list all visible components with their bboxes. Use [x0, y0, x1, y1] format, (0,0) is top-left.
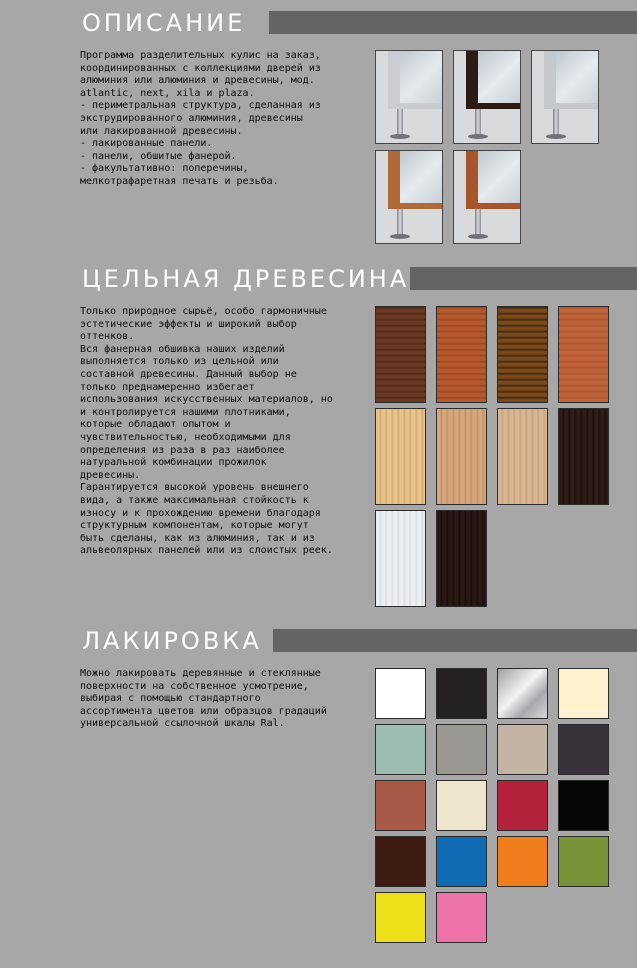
cherry-swatch: [436, 306, 487, 403]
jet-black-swatch: [558, 780, 609, 831]
maple-swatch: [497, 408, 548, 505]
section-title-wood: ЦЕЛЬНАЯ ДРЕВЕСИНА: [82, 265, 410, 293]
sage-swatch: [375, 724, 426, 775]
section-title-lacquer: ЛАКИРОВКА: [82, 627, 262, 655]
blue-swatch: [436, 836, 487, 887]
photo-aluminium-frame-wide: [531, 50, 599, 144]
white-ash-swatch: [375, 510, 426, 607]
teak-swatch: [497, 306, 548, 403]
aubergine-swatch: [558, 724, 609, 775]
photo-cherry-wood-frame: [453, 150, 521, 244]
wood-text: Только природное сырьё, особо гармоничные эстетические эффекты и широкий выбор оттенков. Вся фанерная обшивка наших изделий выполняется только из цельной или составной древесины. Данный выбор не только преднамеренно избегает использования искусственных материалов, но и контролируется нашими плотниками, которые обладают опытом и чувствительностью, необходимыми для определения из раза в раз наиболее натуральной комбинации прожилок древесины. Гарантируется высокой уровень внешнего вида, а также максимальная стойкость к износу и к прохождению времени благодаря структурным компонентам, которые могут быть сделаны, как из алюминия, так и из альвеолярных панелей или из слоистых реек.: [80, 306, 333, 557]
silver-swatch: [497, 668, 548, 719]
wenge-swatch: [558, 408, 609, 505]
grey-swatch: [436, 724, 487, 775]
brown-swatch: [375, 836, 426, 887]
ivory-swatch: [436, 780, 487, 831]
light-oak-swatch: [375, 408, 426, 505]
black-swatch: [436, 668, 487, 719]
photo-lacquered-frame: [375, 150, 443, 244]
section-divider-bar: [269, 11, 637, 34]
section-title-description: ОПИСАНИЕ: [82, 9, 246, 37]
beech-swatch: [436, 408, 487, 505]
section-divider-bar: [410, 267, 637, 290]
crimson-swatch: [497, 780, 548, 831]
walnut-swatch: [375, 306, 426, 403]
white-swatch: [375, 668, 426, 719]
pink-swatch: [436, 892, 487, 943]
orange-swatch: [497, 836, 548, 887]
beige-swatch: [497, 724, 548, 775]
terracotta-swatch: [375, 780, 426, 831]
yellow-swatch: [375, 892, 426, 943]
cream-swatch: [558, 668, 609, 719]
section-divider-bar: [273, 629, 637, 652]
olive-swatch: [558, 836, 609, 887]
dark-wenge-swatch: [436, 510, 487, 607]
pear-swatch: [558, 306, 609, 403]
lacquer-text: Можно лакировать деревянные и стеклянные поверхности на собственное усмотрение, выбирая с помощью стандартного ассортимента цветов или образцов градаций универсальной ссылочной шкалы Ral.: [80, 668, 327, 730]
description-text: Программа разделительных кулис на заказ, координированных с коллекциями дверей из алюминия или алюминия и древесины, мод. atlantic, next, xila и plaza. - периметральная структура, сделанная из экструдированного алюминия, древесины или лакированной древесины. - лакированные панели. - панели, обшитые фанерой. - факультативно: поперечины, мелкотрафаретная печать и резьба.: [80, 50, 321, 187]
photo-dark-wood-frame: [453, 50, 521, 144]
photo-aluminium-frame-glass: [375, 50, 443, 144]
